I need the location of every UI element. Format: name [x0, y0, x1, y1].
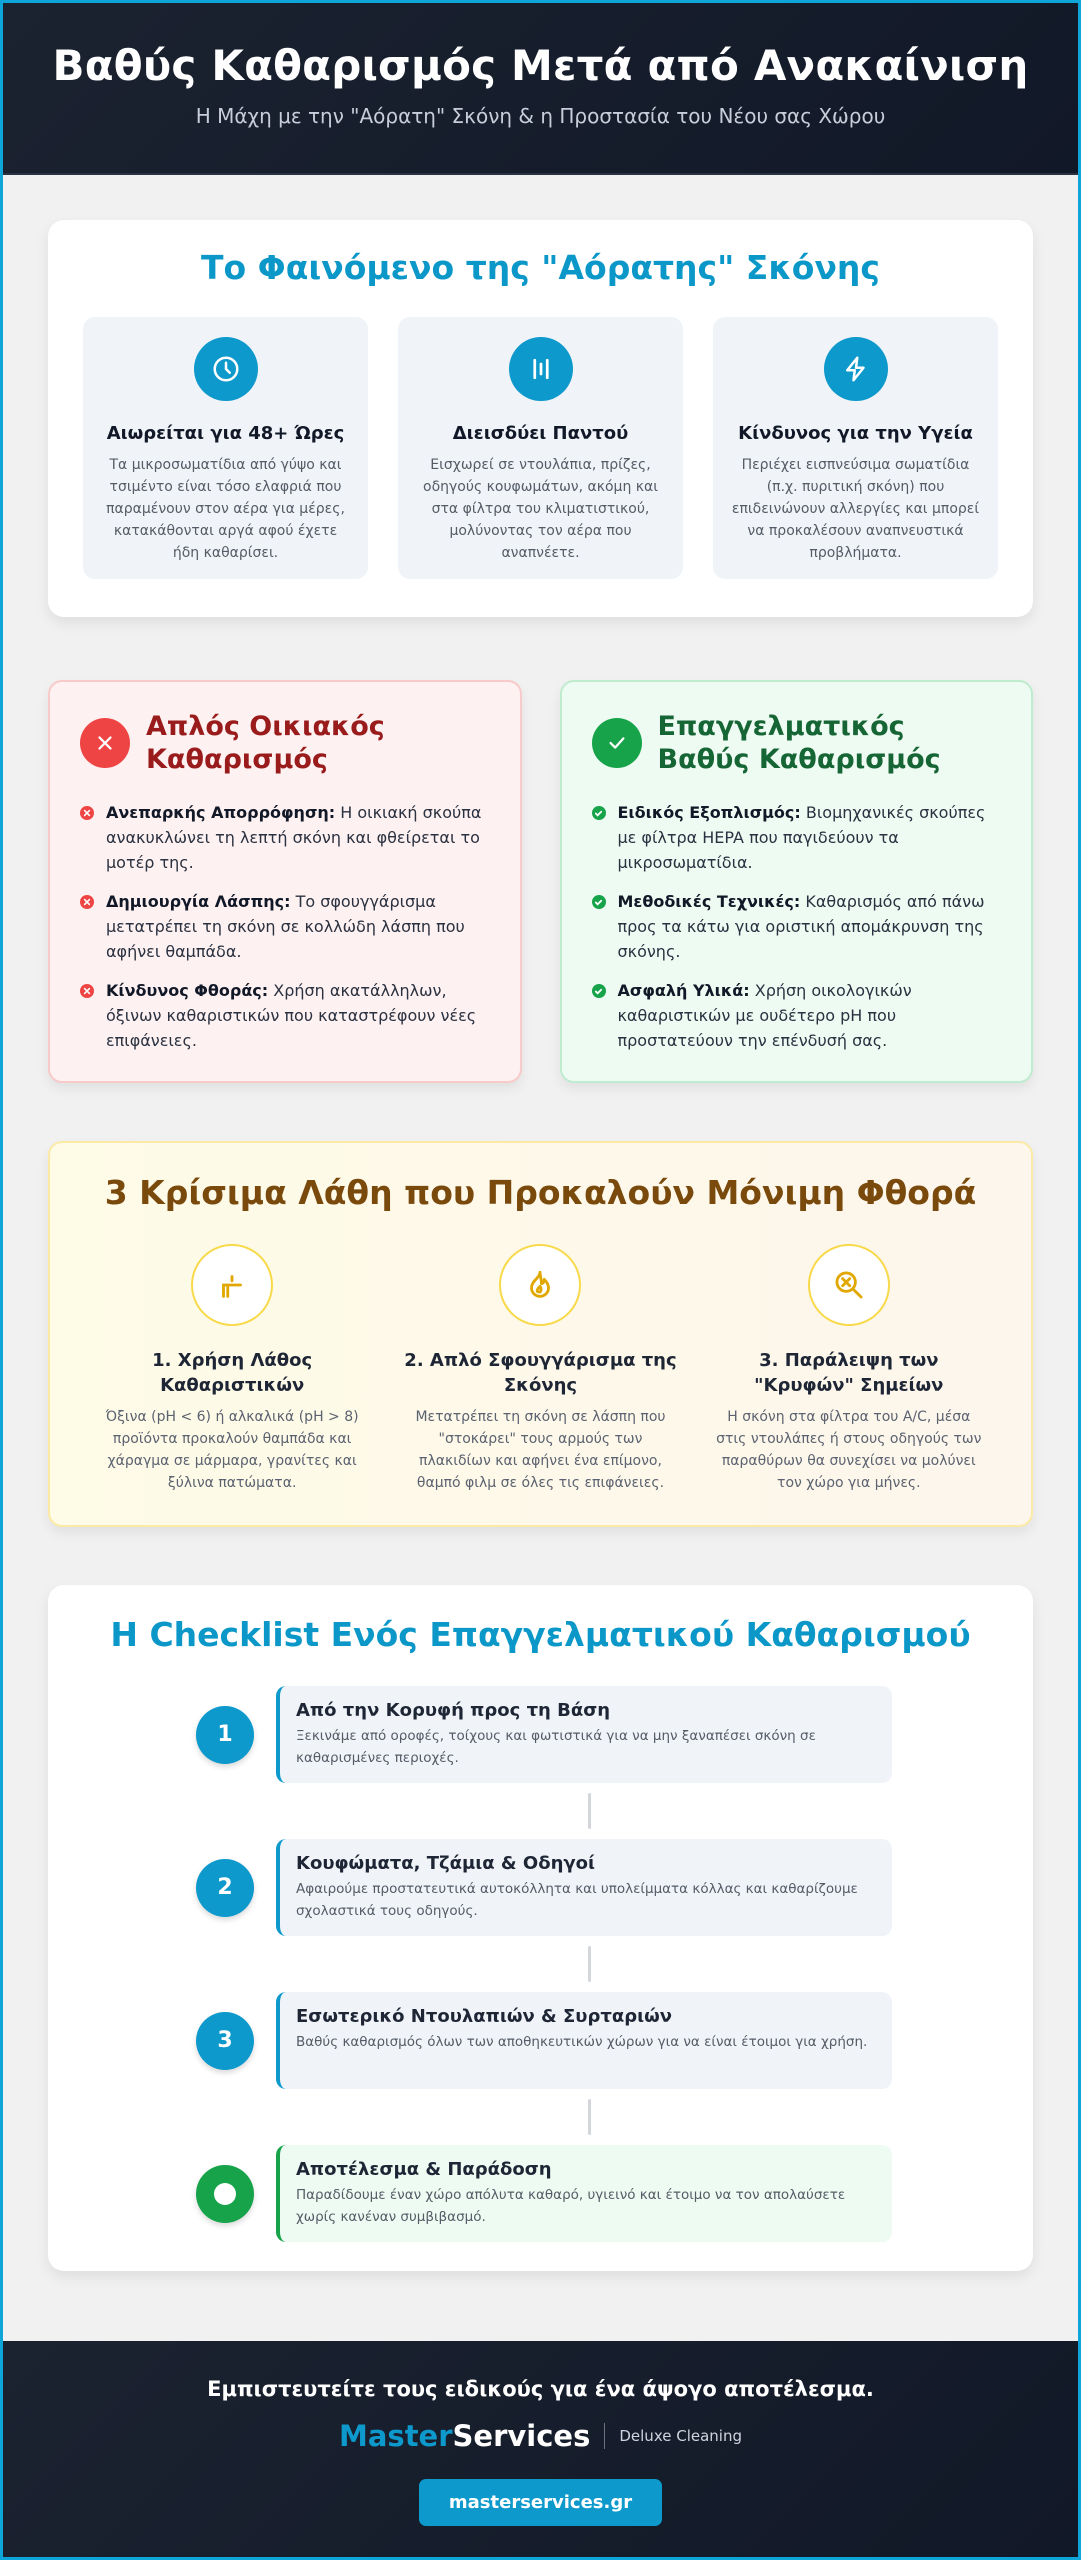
- list-item: [80, 800, 490, 875]
- x-bullet-icon: [80, 895, 94, 909]
- mistake-text: Η σκόνη στα φίλτρα του A/C, μέσα στις ντουλάπες ή στους οδηγούς των παραθύρων θα συνεχίσει να μολύνει τον χώρο για μήνες.: [716, 1409, 982, 1491]
- page-subtitle: Η Μάχη με την "Αόρατη" Σκόνη & η Προστασία του Νέου σας Χώρου: [195, 104, 886, 128]
- checklist-step: [196, 1992, 1033, 2089]
- item-text: Η οικιακή σκούπα ανακυκλώνει τη λεπτή σκόνη και φθείρεται το μοτέρ της.: [106, 803, 482, 872]
- step-number: 3: [196, 2012, 254, 2070]
- mistake-title: 1. Χρήση Λάθος Καθαριστικών: [152, 1350, 313, 1396]
- list-item: [80, 889, 490, 964]
- section-title: 3 Κρίσιμα Λάθη που Προκαλούν Μόνιμη Φθορά: [104, 1173, 977, 1212]
- mistake-text: Μετατρέπει τη σκόνη σε λάσπη που "στοκάρει" τους αρμούς των πλακιδίων και αφήνει ένα επίμονο, θαμπό φιλμ σε όλες τις επιφάνειες.: [415, 1409, 666, 1491]
- list-item: [592, 978, 1002, 1053]
- card-title: Επαγγελματικός Βαθύς Καθαρισμός: [657, 711, 941, 775]
- footer: [3, 2341, 1078, 2557]
- item-label: Κίνδυνος Φθοράς:: [106, 981, 269, 1000]
- brand-divider: [604, 2423, 605, 2449]
- lightning-icon: [824, 337, 888, 401]
- search-x-icon: [808, 1244, 890, 1326]
- item-label: Ασφαλή Υλικά:: [617, 981, 750, 1000]
- header: [3, 3, 1078, 175]
- mistake-item: [78, 1244, 386, 1494]
- brand-subtitle: Deluxe Cleaning: [619, 2427, 742, 2445]
- list-item: [592, 889, 1002, 964]
- brand-logo: [3, 2419, 1078, 2453]
- section-title: Η Checklist Ενός Επαγγελματικού Καθαρισμού: [110, 1615, 971, 1654]
- step-text: Αφαιρούμε προστατευτικά αυτοκόλλητα και υπολείμματα κόλλας και καθαρίζουμε σχολαστικά τους οδηγούς.: [296, 1881, 858, 1919]
- step-number: 1: [196, 1706, 254, 1764]
- step-title: Από την Κορυφή προς τη Βάση: [296, 1700, 611, 1721]
- x-bullet-icon: [80, 984, 94, 998]
- brand-name-part2: Services: [452, 2419, 591, 2453]
- card-title: Απλός Οικιακός Καθαρισμός: [146, 711, 385, 775]
- step-number: 2: [196, 1859, 254, 1917]
- list-item: [592, 800, 1002, 875]
- item-label: Μεθοδικές Τεχνικές:: [617, 892, 801, 911]
- feature-title: Αιωρείται για 48+ Ώρες: [106, 423, 345, 444]
- comparison-section: [48, 680, 1033, 1083]
- checklist-step: [196, 1686, 1033, 1783]
- step-title: Κουφώματα, Τζάμια & Οδηγοί: [296, 1853, 596, 1874]
- list-item: [80, 978, 490, 1053]
- feature-title: Διεισδύει Παντού: [452, 423, 629, 444]
- step-text: Βαθύς καθαρισμός όλων των αποθηκευτικών χώρων για να είναι έτοιμοι για χρήση.: [296, 2034, 868, 2050]
- brand-name-part1: Master: [339, 2419, 453, 2453]
- item-text: Χρήση ακατάλληλων, όξινων καθαριστικών που καταστρέφουν νέες επιφάνειες.: [106, 981, 477, 1050]
- check-bullet-icon: [592, 895, 606, 909]
- item-text: Το σφουγγάρισμα μετατρέπει τη σκόνη σε κολλώδη λάσπη που αφήνει θαμπάδα.: [106, 892, 465, 961]
- step-connector: [588, 1946, 591, 1982]
- step-text: Παραδίδουμε έναν χώρο απόλυτα καθαρό, υγιεινό και έτοιμο να τον απολαύσετε χωρίς κανέναν συμβιβασμό.: [296, 2187, 846, 2225]
- feature-card: [83, 317, 368, 579]
- bars-icon: [509, 337, 573, 401]
- item-text: Βιομηχανικές σκούπες με φίλτρα HEPA που παγιδεύουν τα μικροσωματίδια.: [617, 803, 986, 872]
- page-title: Βαθύς Καθαρισμός Μετά από Ανακαίνιση: [52, 41, 1029, 90]
- faucet-icon: [191, 1244, 273, 1326]
- section-title: Το Φαινόμενο της "Αόρατης" Σκόνης: [201, 248, 880, 287]
- check-bullet-icon: [592, 984, 606, 998]
- check-bullet-icon: [592, 806, 606, 820]
- step-connector: [588, 2099, 591, 2135]
- feature-text: Περιέχει εισπνεύσιμα σωματίδια (π.χ. πυριτική σκόνη) που επιδεινώνουν αλλεργίες και μπορεί να προκαλέσουν αναπνευστικά προβλήματα.: [731, 457, 980, 561]
- step-title: Εσωτερικό Ντουλαπιών & Συρταριών: [296, 2006, 672, 2027]
- step-connector: [588, 1793, 591, 1829]
- home-cleaning-card: [48, 680, 522, 1083]
- x-bullet-icon: [80, 806, 94, 820]
- mistake-title: 2. Απλό Σφουγγάρισμα της Σκόνης: [404, 1350, 677, 1396]
- mistake-item: [695, 1244, 1003, 1494]
- mistake-title: 3. Παράλειψη των "Κρυφών" Σημείων: [754, 1350, 944, 1396]
- feature-title: Κίνδυνος για την Υγεία: [738, 423, 973, 444]
- phenomenon-section: [48, 220, 1033, 617]
- feature-card: [398, 317, 683, 579]
- item-label: Ειδικός Εξοπλισμός:: [617, 803, 801, 822]
- feature-text: Εισχωρεί σε ντουλάπια, πρίζες, οδηγούς κουφωμάτων, ακόμη και στα φίλτρα του κλιματιστικού, μολύνοντας τον αέρα που αναπνέετε.: [423, 457, 658, 561]
- feature-text: Τα μικροσωματίδια από γύψο και τσιμέντο είναι τόσο ελαφριά που παραμένουν στον αέρα για μέρες, κατακάθονται αργά αφού έχετε ήδη καθαρίσει.: [106, 457, 345, 561]
- footer-tagline: Εμπιστευτείτε τους ειδικούς για ένα άψογο αποτέλεσμα.: [207, 2377, 874, 2401]
- professional-cleaning-card: [560, 680, 1034, 1083]
- step-text: Ξεκινάμε από οροφές, τοίχους και φωτιστικά για να μην ξαναπέσει σκόνη σε καθαρισμένες περιοχές.: [296, 1728, 816, 1766]
- item-label: Δημιουργία Λάσπης:: [106, 892, 291, 911]
- mistake-item: [386, 1244, 694, 1494]
- checklist-step-final: [196, 2145, 1033, 2242]
- checklist-step: [196, 1839, 1033, 1936]
- x-circle-icon: [80, 718, 130, 768]
- item-text: Καθαρισμός από πάνω προς τα κάτω για οριστική απομάκρυνση της σκόνης.: [617, 892, 985, 961]
- check-circle-icon: [592, 718, 642, 768]
- mistake-text: Όξινα (pH < 6) ή αλκαλικά (pH > 8) προϊόντα προκαλούν θαμπάδα και χάραγμα σε μάρμαρα, γρανίτες και ξύλινα πατώματα.: [105, 1409, 359, 1491]
- step-title: Αποτέλεσμα & Παράδοση: [296, 2159, 552, 2180]
- item-text: Χρήση οικολογικών καθαριστικών με ουδέτερο pH που προστατεύουν την επένδυσή σας.: [617, 981, 912, 1050]
- feature-card: [713, 317, 998, 579]
- checklist-section: [48, 1585, 1033, 2271]
- mistakes-section: [48, 1141, 1033, 1527]
- completion-ring-icon: [196, 2165, 254, 2223]
- flame-icon: [499, 1244, 581, 1326]
- website-button[interactable]: masterservices.gr: [419, 2479, 662, 2526]
- item-label: Ανεπαρκής Απορρόφηση:: [106, 803, 336, 822]
- clock-icon: [194, 337, 258, 401]
